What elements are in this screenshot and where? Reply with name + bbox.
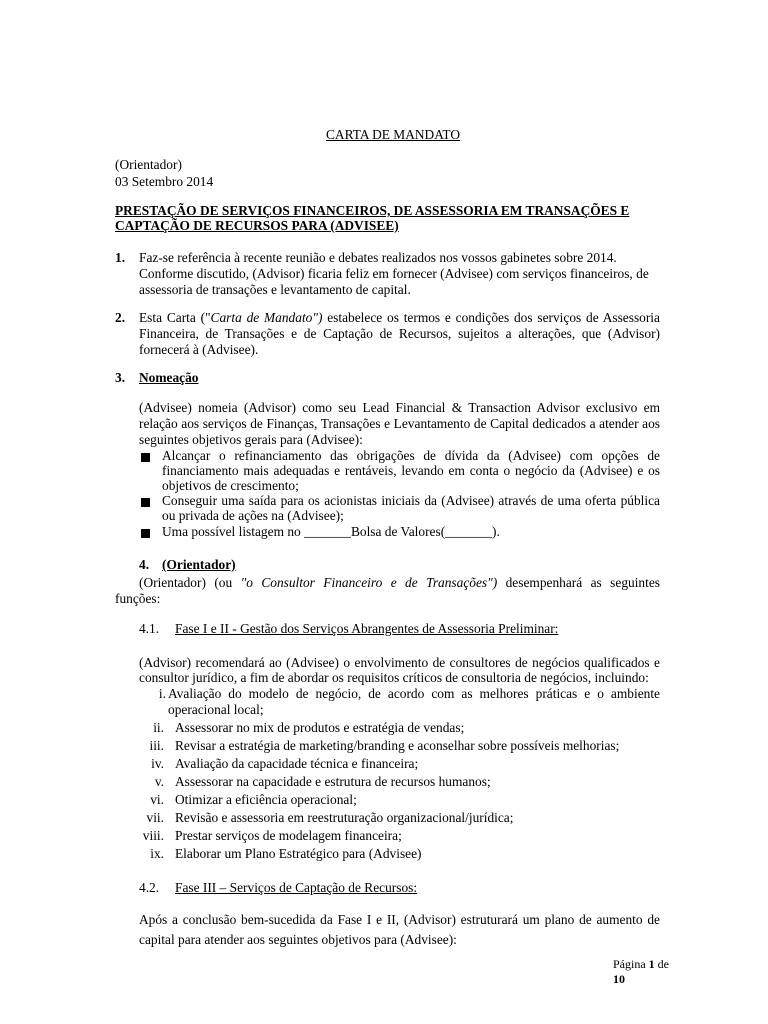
page-current: 1	[648, 957, 655, 971]
section-4-text-a: (Orientador) (ou	[139, 575, 241, 590]
page-of-label: de	[657, 957, 669, 971]
para-2-text-c: estabelece os termos e condições dos serviços de Assessoria	[322, 310, 660, 325]
section-3-line-1	[139, 400, 660, 416]
para-1-line-1: Faz-se referência à recente reunião e debates realizados nos vossos gabinetes sobre 2014.	[139, 250, 617, 265]
list-number: ii.	[153, 720, 164, 735]
subject-line-1: PRESTAÇÃO DE SERVIÇOS FINANCEIROS, DE ASSESSORIA EM TRANSAÇÕES E	[115, 203, 630, 218]
subsection-4-1-line-1	[139, 655, 660, 671]
para-2-line-1	[139, 310, 660, 326]
subsection-4-2-line-1	[139, 912, 660, 928]
list-item-1	[168, 686, 660, 702]
subject-line-2: CAPTAÇÃO DE RECURSOS PARA (ADVISEE)	[115, 218, 399, 233]
list-number: ix.	[150, 846, 164, 861]
bullet-1-line-2	[162, 463, 660, 479]
list-number: i.	[158, 686, 166, 701]
section-4-text-b: "o Consultor Financeiro e de Transações")	[240, 575, 498, 590]
list-item-1-cont: operacional local;	[168, 702, 264, 717]
list-item-1-text: Avaliação do modelo de negócio, de acordo com as melhores práticas e o ambiente	[168, 686, 660, 701]
list-item-2: Assessorar no mix de produtos e estratégia de vendas;	[175, 720, 465, 735]
list-item-7: Revisão e assessoria em reestruturação organizacional/jurídica;	[175, 810, 514, 825]
bullet-icon	[141, 498, 150, 507]
bullet-3-line-1: Uma possível listagem no _______Bolsa de Valores(_______).	[162, 524, 500, 539]
bullet-1-line-2-text: financiamento mais adequadas e rentáveis, levando em conta o negócio da (Advisee) e os	[162, 463, 660, 478]
list-item-4: Avaliação da capacidade técnica e financeira;	[175, 756, 419, 771]
page-total: 10	[613, 972, 625, 986]
section-4-text-c: desempenhará as seguintes	[497, 575, 660, 590]
page-label: Página	[613, 957, 646, 971]
subsection-4-2-number: 4.2.	[139, 880, 160, 895]
list-number: iv.	[151, 756, 164, 771]
list-item-5: Assessorar na capacidade e estrutura de recursos humanos;	[175, 774, 491, 789]
section-4-line-1	[139, 575, 660, 591]
para-1-line-3: assessoria de transações e levantamento de capital.	[139, 282, 411, 297]
list-number: viii.	[142, 828, 164, 843]
bullet-2-line-1-text: Conseguir uma saída para os acionistas iniciais da (Advisee) através de uma oferta pública	[162, 493, 660, 508]
list-item-9: Elaborar um Plano Estratégico para (Advisee)	[175, 846, 422, 861]
bullet-icon	[141, 453, 150, 462]
para-2-line-2	[139, 326, 660, 342]
para-2-line-2-text: Financeira, de Transações e de Captação de Recursos, sujeitos a alterações, que (Advisor)	[139, 326, 660, 341]
page-title: CARTA DE MANDATO	[326, 127, 461, 142]
subsection-4-1-line-2: consultor jurídico, a fim de abordar os requisitos críticos de consultoria de negócios, incluindo:	[139, 670, 649, 685]
para-2-number: 2.	[115, 310, 126, 325]
subsection-4-1-heading: Fase I e II - Gestão dos Serviços Abrangentes de Assessoria Preliminar:	[175, 621, 559, 636]
subsection-4-2-heading: Fase III – Serviços de Captação de Recursos:	[175, 880, 418, 895]
para-1-line-2: Conforme discutido, (Advisor) ficaria feliz em fornecer (Advisee) com serviços financeiros, de	[139, 266, 649, 281]
subsection-4-1-number: 4.1.	[139, 621, 160, 636]
section-4-number: 4.	[139, 557, 150, 572]
sender: (Orientador)	[115, 157, 182, 172]
section-3-heading: Nomeação	[139, 370, 199, 385]
para-1-number: 1.	[115, 250, 126, 265]
section-3-line-2-text: relação aos serviços de Finanças, Transações e Levantamento de Capital dedicados a atender aos	[139, 416, 660, 431]
date: 03 Setembro 2014	[115, 174, 214, 189]
bullet-1-line-3: objetivos de crescimento;	[162, 478, 299, 493]
list-item-6: Otimizar a eficiência operacional;	[175, 792, 357, 807]
section-4-line-2: funções:	[115, 591, 161, 606]
list-number: v.	[154, 774, 164, 789]
section-3-line-1-text: (Advisee) nomeia (Advisor) como seu Lead Financial & Transaction Advisor exclusivo em	[139, 400, 660, 415]
subsection-4-2-line-2: capital para atender aos seguintes objetivos para (Advisee):	[139, 932, 457, 947]
section-3-line-2	[139, 416, 660, 432]
bullet-1-line-1-text: Alcançar o refinanciamento das obrigações de dívida da (Advisee) com opções de	[162, 448, 660, 463]
list-item-3: Revisar a estratégia de marketing/branding e aconselhar sobre possíveis melhorias;	[175, 738, 620, 753]
list-item-8: Prestar serviços de modelagem financeira;	[175, 828, 402, 843]
para-2-text-a: Esta Carta ("	[139, 310, 211, 325]
section-3-line-3: seguintes objetivos gerais para (Advisee):	[139, 432, 363, 447]
section-4-heading: (Orientador)	[162, 557, 236, 572]
bullet-icon	[141, 529, 150, 538]
bullet-2-line-1	[162, 493, 660, 509]
page-number-footer	[613, 957, 669, 972]
list-number: vii.	[146, 810, 164, 825]
bullet-2-line-2: ou privada de ações na (Advisee);	[162, 508, 344, 523]
subsection-4-1-line-1-text: (Advisor) recomendará ao (Advisee) o envolvimento de consultores de negócios qualificados e	[139, 655, 660, 670]
para-2-line-3: fornecerá à (Advisee).	[139, 342, 259, 357]
bullet-1-line-1	[162, 448, 660, 464]
subsection-4-2-line-1-text: Após a conclusão bem-sucedida da Fase I e II, (Advisor) estruturará um plano de aumento de	[139, 912, 660, 927]
section-3-number: 3.	[115, 370, 126, 385]
list-number: iii.	[149, 738, 164, 753]
list-number: vi.	[150, 792, 164, 807]
para-2-text-b: Carta de Mandato")	[210, 310, 323, 325]
